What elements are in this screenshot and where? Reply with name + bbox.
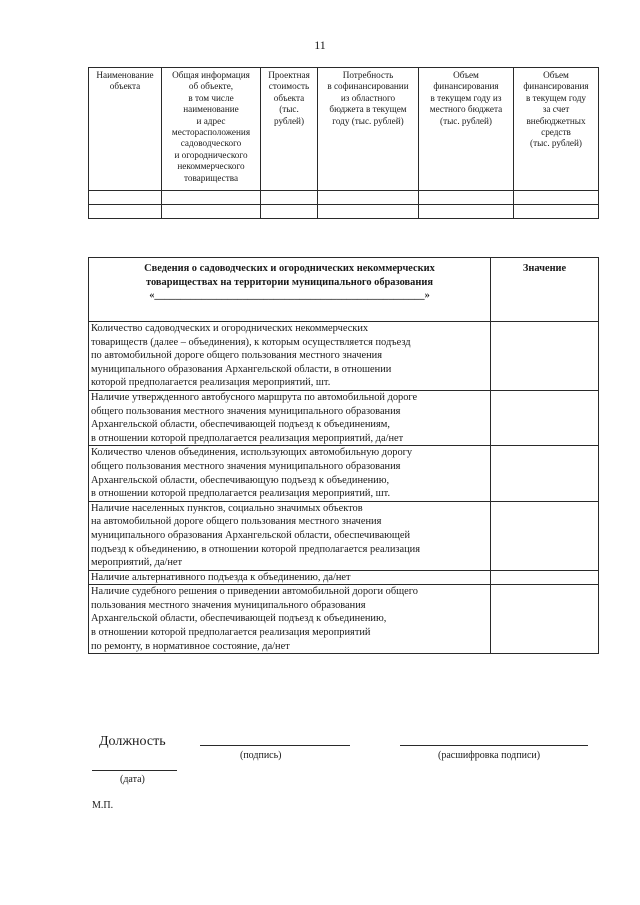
header-line: году (тыс. рублей) xyxy=(332,115,404,126)
position-label: Должность xyxy=(99,734,166,749)
info-heading xyxy=(89,258,491,322)
indicator-line: подъезд к объединению, в отношении которой предполагается реализация xyxy=(91,543,421,555)
indicator-line: Количество членов объединения, использующих автомобильную дорогу xyxy=(91,447,413,459)
indicator-line: Наличие утвержденного автобусного маршрута по автомобильной дороге xyxy=(91,391,418,403)
table-cell xyxy=(261,191,318,205)
indicator-line: Архангельской области, обеспечивающей подъезд к объединению, xyxy=(91,613,387,625)
header-line: в текущем году xyxy=(525,92,587,103)
header-line: финансирования xyxy=(433,81,499,92)
indicator-line: Архангельской области, обеспечивающей подъезд к объединениям, xyxy=(91,419,390,431)
table-cell xyxy=(162,205,261,219)
header-extrabudgetary xyxy=(514,68,599,191)
header-line: в софинансировании xyxy=(327,81,409,92)
financing-table xyxy=(88,67,599,219)
table-cell xyxy=(162,191,261,205)
signature-line xyxy=(200,745,350,746)
partnerships-info-header xyxy=(89,258,599,322)
header-line: Потребность xyxy=(342,70,394,80)
header-line: бюджета в текущем xyxy=(329,104,407,115)
table-row xyxy=(89,570,599,585)
date-line xyxy=(92,770,177,771)
indicator-label xyxy=(89,390,491,445)
header-line: внебюджетных xyxy=(526,115,586,126)
header-line: Общая информация xyxy=(172,70,250,80)
indicator-line: пользования местного значения муниципального образования xyxy=(91,599,366,611)
table-cell xyxy=(514,191,599,205)
value-header: Значение xyxy=(491,258,599,322)
table-row xyxy=(89,501,599,570)
table-cell xyxy=(419,191,514,205)
header-line: в текущем году из xyxy=(430,92,502,103)
indicator-line: мероприятий, да/нет xyxy=(91,557,183,569)
header-line: Проектная xyxy=(268,70,310,80)
indicator-line: на автомобильной дороге общего пользования местного значения xyxy=(91,516,382,528)
financing-table-header xyxy=(89,68,599,191)
table-row xyxy=(89,585,599,654)
header-line: финансирования xyxy=(523,81,589,92)
page-number: 11 xyxy=(314,38,326,52)
header-project-cost xyxy=(261,68,318,191)
indicator-value xyxy=(491,446,599,501)
date-caption: (дата) xyxy=(120,774,145,785)
heading-line: Сведения о садоводческих и огороднических некоммерческих xyxy=(144,263,435,274)
header-line: объекта xyxy=(109,81,141,92)
table-cell xyxy=(89,205,162,219)
heading-line: товариществах на территории муниципального образования xyxy=(146,276,433,288)
table-cell xyxy=(419,205,514,219)
header-line: объекта xyxy=(273,92,305,103)
indicator-value xyxy=(491,322,599,391)
indicator-line: общего пользования местного значения муниципального образования xyxy=(91,460,401,472)
table-row xyxy=(89,191,599,205)
indicator-line: муниципального образования Архангельской области, обеспечивающей xyxy=(91,529,411,541)
indicator-value xyxy=(491,501,599,570)
signature-caption: (подпись) xyxy=(240,750,282,761)
table-cell xyxy=(89,191,162,205)
header-line: (тыс. рублей) xyxy=(530,138,582,149)
header-line: об объекте, xyxy=(188,81,234,92)
stamp-label: М.П. xyxy=(92,800,114,811)
name-caption: (расшифровка подписи) xyxy=(438,750,541,761)
table-cell xyxy=(514,205,599,219)
header-line: и огороднического xyxy=(174,149,248,160)
table-row xyxy=(89,446,599,501)
header-line: и адрес xyxy=(196,115,226,126)
indicator-label xyxy=(89,570,491,585)
header-line: (тыс. xyxy=(279,104,299,115)
heading-line: «____________________________________________________» xyxy=(149,290,430,302)
header-object-info xyxy=(162,68,261,191)
header-line: Объем xyxy=(453,70,479,80)
header-line: за счет xyxy=(542,104,570,115)
indicator-line: Количество садоводческих и огороднических некоммерческих xyxy=(91,323,369,334)
indicator-line: в отношении которой предполагается реализация мероприятий, шт. xyxy=(91,488,391,500)
table-cell xyxy=(318,205,419,219)
indicator-line: Наличие альтернативного подъезда к объединению, да/нет xyxy=(91,571,351,583)
indicator-value xyxy=(491,390,599,445)
header-local-budget xyxy=(419,68,514,191)
indicator-line: Наличие судебного решения о приведении автомобильной дороги общего xyxy=(91,586,418,598)
table-row xyxy=(89,322,599,391)
indicator-line: по автомобильной дороге общего пользования местного значения xyxy=(91,350,382,362)
table-cell xyxy=(318,191,419,205)
table-row xyxy=(89,205,599,219)
header-line: (тыс. рублей) xyxy=(440,115,492,126)
indicator-label xyxy=(89,446,491,501)
indicator-line: в отношении которой предполагается реализация мероприятий xyxy=(91,627,371,639)
header-line: местного бюджета xyxy=(429,104,503,115)
header-line: садоводческого xyxy=(180,138,242,149)
header-line: Объем xyxy=(543,70,569,80)
indicator-value xyxy=(491,585,599,654)
header-line: месторасположения xyxy=(171,127,251,138)
indicator-value xyxy=(491,570,599,585)
indicator-line: Архангельской области, обеспечивающую подъезд к объединению, xyxy=(91,474,390,486)
header-object-name xyxy=(89,68,162,191)
name-line xyxy=(400,745,588,746)
header-line: наименование xyxy=(183,104,239,115)
partnerships-info-table xyxy=(88,257,599,654)
indicator-line: товариществ (далее – объединения), к которым осуществляется подъезд xyxy=(91,336,411,348)
indicator-label xyxy=(89,585,491,654)
header-line: стоимость xyxy=(268,81,310,92)
header-line: рублей) xyxy=(273,115,305,126)
header-line: средств xyxy=(541,127,571,138)
header-line: некоммерческого xyxy=(177,161,245,172)
header-line: Наименование xyxy=(96,70,154,80)
indicator-label xyxy=(89,322,491,391)
header-line: товарищества xyxy=(183,172,239,183)
header-line: в том числе xyxy=(188,92,234,103)
indicator-line: которой предполагается реализация мероприятий, шт. xyxy=(91,377,331,389)
table-row xyxy=(89,390,599,445)
indicator-line: в отношении которой предполагается реализация мероприятий, да/нет xyxy=(91,432,404,444)
indicator-line: по ремонту, в нормативное состояние, да/нет xyxy=(91,640,290,652)
indicator-line: муниципального образования Архангельской области, в отношении xyxy=(91,363,392,375)
indicator-line: Наличие населенных пунктов, социально значимых объектов xyxy=(91,502,363,514)
indicator-label xyxy=(89,501,491,570)
header-line: из областного xyxy=(340,92,396,103)
indicator-line: общего пользования местного значения муниципального образования xyxy=(91,405,401,417)
table-cell xyxy=(261,205,318,219)
header-regional-cofinancing xyxy=(318,68,419,191)
